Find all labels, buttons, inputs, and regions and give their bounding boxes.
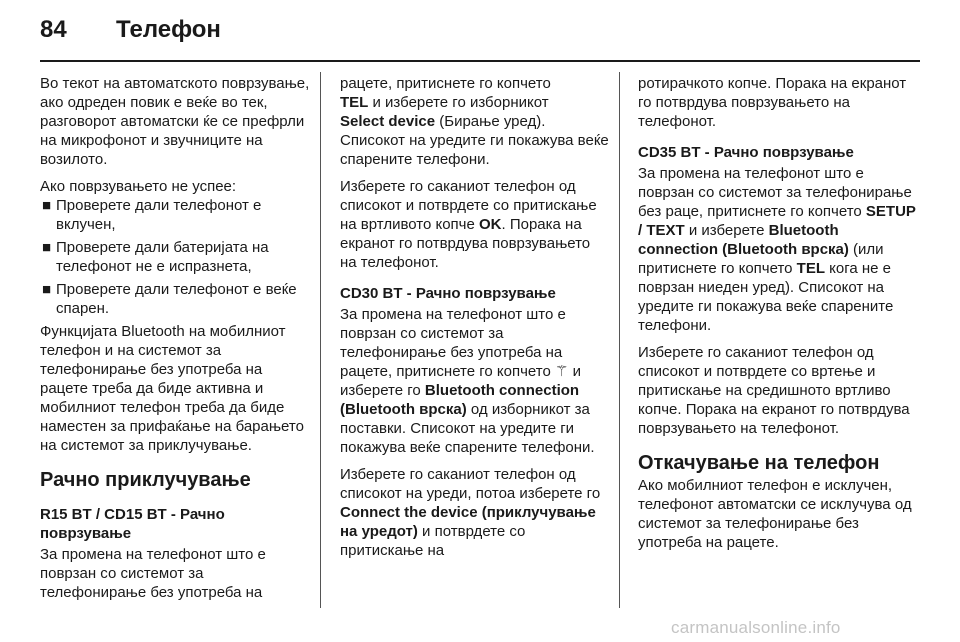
paragraph xyxy=(638,164,920,335)
paragraph: Изберете го саканиот телефон од списокот и потврдете со вртење и притискање на средишното вртливо копче. Порака на екранот го потврдува поврзувањето на телефонот. xyxy=(638,344,910,437)
list-item xyxy=(40,280,312,318)
column-2 xyxy=(340,74,610,568)
paragraph xyxy=(340,177,610,272)
paragraph: Ако поврзувањето не успее: xyxy=(40,178,237,195)
header-rule xyxy=(40,60,920,62)
column-1 xyxy=(40,74,312,610)
list-item xyxy=(40,238,312,276)
button-label-tel: TEL xyxy=(340,94,369,111)
paragraph xyxy=(340,74,610,169)
paragraph xyxy=(340,465,610,560)
button-label-setup-text: SETUP / TEXT xyxy=(638,203,916,239)
text-run: рацете, притиснете го копчето xyxy=(340,75,551,92)
subsection-heading: CD35 BT - Рачно поврзување xyxy=(638,144,854,161)
bullet-icon: ■ xyxy=(42,281,52,298)
column-divider-2 xyxy=(619,72,620,608)
paragraph: Функцијата Bluetooth на мобилниот телефон и на системот за телефонирање без употреба на рацете треба да биде активна и мобилниот телефон треба да биде наместен за прифаќање на барањето на системот за приклучување. xyxy=(40,323,304,454)
text-run: од изборникот за поставки. Списокот на уредите ги покажува веќе спарените телефони. xyxy=(340,401,595,456)
subsection-heading: R15 BT / CD15 BT - Рачно поврзување xyxy=(40,506,225,542)
column-divider-1 xyxy=(320,72,321,608)
text-run: За промена на телефонот што е поврзан со системот за телефонирање без раце, притиснете го копчето xyxy=(638,165,912,220)
text-run: кога не е поврзан ниеден уред). Списокот на уредите ги покажува веќе спарените телефони. xyxy=(638,260,894,334)
list-item-text: Проверете дали батеријата на телефонот не е испразнета, xyxy=(56,239,269,275)
settings-button-icon: ⚚ xyxy=(554,363,569,380)
paragraph: За промена на телефонот што е поврзан со системот за телефонирање без употреба на xyxy=(40,546,266,601)
text-run: и изберете го изборникот xyxy=(368,94,549,111)
paragraph: ротирачкото копче. Порака на екранот го потврдува поврзувањето на телефонот. xyxy=(638,75,907,130)
text-run: и потврдете со притискање на xyxy=(340,523,526,559)
list-item-text: Проверете дали телефонот е вклучен, xyxy=(56,197,262,233)
section-heading: Рачно приклучување xyxy=(40,469,251,491)
text-run: (или притиснете го копчето xyxy=(638,241,884,277)
text-run: и изберете xyxy=(684,222,769,239)
text-run: Изберете го саканиот телефон од списокот на уреди, потоа изберете го xyxy=(340,466,601,502)
text-run: . Порака на екранот го потврдува поврзувањето на телефонот. xyxy=(340,216,591,271)
button-label-tel: TEL xyxy=(796,260,825,277)
subsection-heading: CD30 BT - Рачно поврзување xyxy=(340,285,556,302)
text-run: За промена на телефонот што е поврзан со системот за телефонирање без употреба на рацете, притиснете го копчето xyxy=(340,306,566,380)
paragraph xyxy=(340,305,610,457)
bullet-icon: ■ xyxy=(42,197,52,214)
text-run: и изберете го xyxy=(340,363,581,399)
column-3 xyxy=(638,74,920,560)
menu-label-connect-device: Connect the device (приклучување на уредот) xyxy=(340,504,596,540)
menu-label-bluetooth-connection: Bluetooth connection (Bluetooth врска) xyxy=(340,382,580,418)
paragraph: Ако мобилниот телефон е исклучен, телефонот автоматски се исклучува од системот за телефонирање без употреба на рацете. xyxy=(638,477,912,551)
page-header xyxy=(0,0,960,60)
list-item-text: Проверете дали телефонот е веќе спарен. xyxy=(56,281,297,317)
section-heading: Откачување на телефон xyxy=(638,452,880,474)
list-item xyxy=(40,196,312,234)
menu-label-select-device: Select device xyxy=(340,113,436,130)
text-run: (Бирање уред). Списокот на уредите ги покажува веќе спарените телефони. xyxy=(340,113,609,168)
button-label-ok: OK xyxy=(479,216,502,233)
bullet-icon: ■ xyxy=(42,239,52,256)
watermark: carmanualsonline.info xyxy=(671,618,841,637)
menu-label-bluetooth-connection: Bluetooth connection (Bluetooth врска) xyxy=(638,222,849,258)
bullet-list xyxy=(40,196,312,318)
page-title: Телефон xyxy=(116,16,221,43)
paragraph: Во текот на автоматското поврзување, ако одреден повик е веќе во тек, разговорот автоматски ќе се префрли на микрофонот и звучниците на возилото. xyxy=(40,75,310,168)
text-run: Изберете го саканиот телефон од списокот и потврдете со притискање на вртливото копче xyxy=(340,178,597,233)
page-number: 84 xyxy=(40,16,67,43)
